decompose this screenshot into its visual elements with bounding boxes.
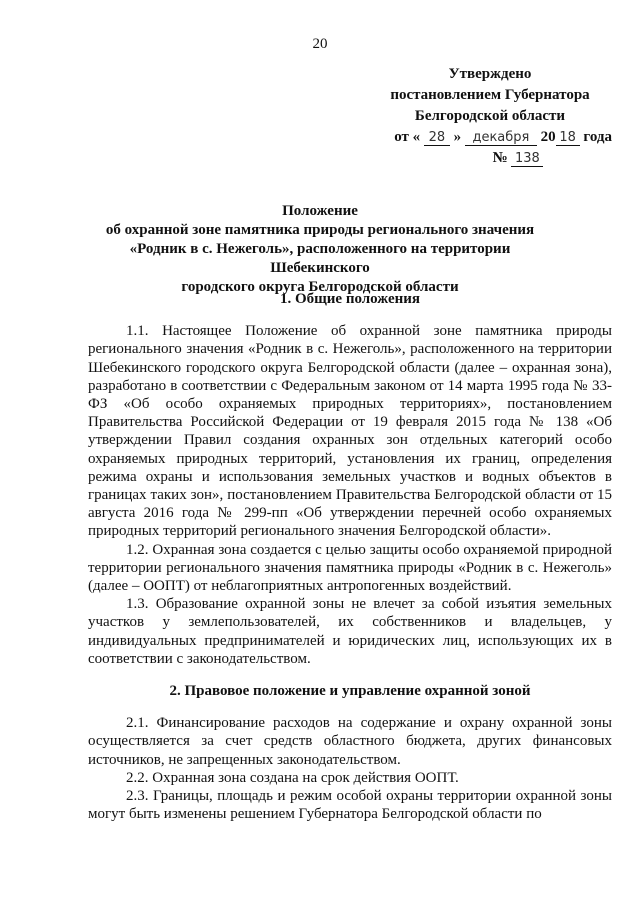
paragraph-2-2: 2.2. Охранная зона создана на срок действия ООПТ. (126, 769, 459, 786)
date-prefix: от « (394, 129, 421, 145)
title-line-2: об охранной зоне памятника природы регионального значения (105, 222, 535, 238)
page-number: 20 (312, 36, 328, 52)
title-line-4: городского округа Белгородской области (181, 279, 459, 295)
paragraph-1-2: 1.2. Охранная зона создается с целью защиты особо охраняемой природной территории регионального значения памятника природы «Родник в с. Нежеголь» (далее – ООПТ) от неблагоприятных антропогенных воздействий. (88, 541, 612, 595)
date-year: 18 (556, 130, 580, 146)
paragraph-2-3: 2.3. Границы, площадь и режим особой охраны территории охранной зоны могут быть изменены решением Губернатора Белгородской области по (88, 788, 612, 823)
date-month: декабря (465, 130, 537, 146)
paragraph-2-1: 2.1. Финансирование расходов на содержание и охрану охранной зоны осуществляется за счет средств областного бюджета, других финансовых источников, не запрещенных законодательством. (88, 715, 612, 768)
approval-stamp (370, 64, 610, 169)
section-2-heading: 2. Правовое положение и управление охранной зоной (169, 683, 531, 700)
title-line-3: «Родник в с. Нежеголь», расположенного на территории Шебекинского (129, 241, 511, 276)
year-prefix: 20 (540, 129, 556, 145)
date-mid: » (453, 129, 462, 145)
number-prefix: № (492, 150, 508, 166)
approval-line-2: постановлением Губернатора (390, 87, 590, 103)
paragraph-1-1: 1.1. Настоящее Положение об охранной зоне памятника природы регионального значения «Родник в с. Нежеголь», расположенного на территории Шебекинского городского округа Белгородской области (далее – охранная зона), разработано в соответствии с Федеральным законом от 14 марта 1995 года № 33-ФЗ «Об особо охраняемых природных территориях», постановлением Правительства Российской Федерации от 19 февраля 2015 года № 138 «Об утверждении Правил создания охранных зон отдельных категорий особо охраняемых природных территорий, установления их границ, определения режима охраны и использования земельных участков и водных объектов в границах таких зон», постановлением Правительства Белгородской области от 15 августа 2016 года № 299-пп «Об утверждении перечней особо охраняемых природных территорий регионального значения Белгородской области». (88, 323, 612, 540)
approval-number (370, 148, 610, 169)
year-label: года (583, 129, 612, 145)
title-line-1: Положение (282, 203, 358, 219)
approval-date (370, 127, 612, 148)
paragraph-1-3: 1.3. Образование охранной зоны не влечет за собой изъятия земельных участков у землепользователей, их собственников и владельцев, у индивидуальных предпринимателей и юридических лиц, использующих их в соответствии с законодательством. (88, 596, 612, 667)
document-title (90, 202, 550, 297)
approval-line-3: Белгородской области (414, 108, 566, 124)
section-1-heading: 1. Общие положения (279, 291, 421, 307)
approval-line-1: Утверждено (448, 66, 532, 82)
date-day: 28 (424, 130, 450, 146)
document-body (88, 290, 612, 823)
decree-number: 138 (511, 151, 543, 167)
